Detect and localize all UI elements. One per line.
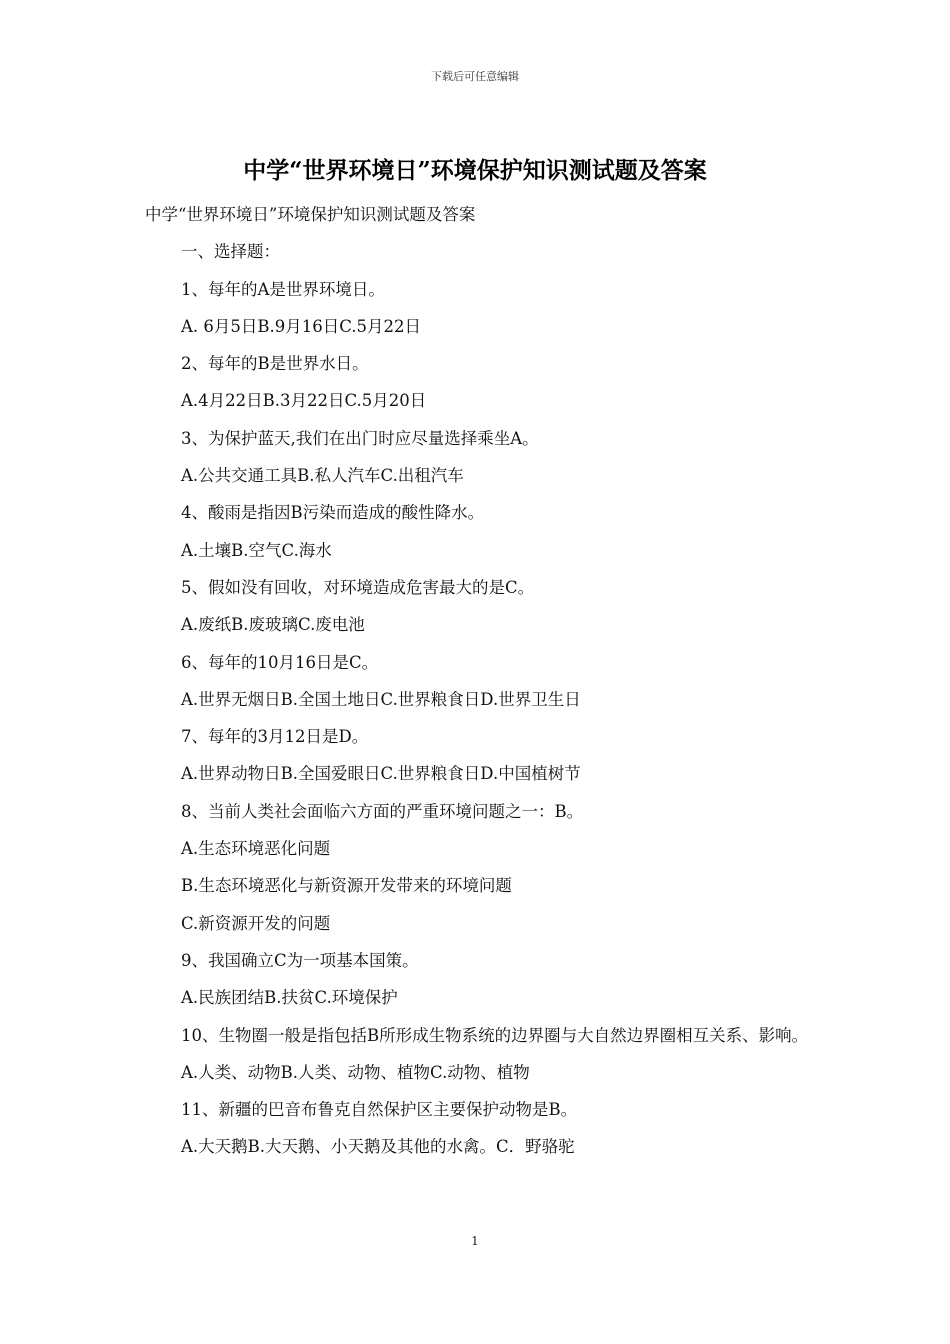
body-line: 5、假如没有回收，对环境造成危害最大的是C。: [181, 577, 535, 597]
body-line: A.公共交通工具B.私人汽车C.出租汽车: [181, 466, 464, 486]
body-line: A.废纸B.废玻璃C.废电池: [181, 615, 365, 635]
body-line: 2、每年的B是世界水日。: [181, 354, 369, 374]
body-line: C.新资源开发的问题: [181, 913, 331, 933]
body-line: A.人类、动物B.人类、动物、植物C.动物、植物: [181, 1062, 530, 1082]
body-line: A.4月22日B.3月22日C.5月20日: [181, 391, 427, 411]
body-line: 1、每年的A是世界环境日。: [181, 279, 385, 299]
body-line: 6、每年的10月16日是C。: [181, 652, 379, 672]
body-line: 11、新疆的巴音布鲁克自然保护区主要保护动物是B。: [181, 1100, 578, 1120]
document-body: [145, 196, 810, 1166]
document-title: 中学“世界环境日”环境保护知识测试题及答案: [243, 157, 707, 184]
body-line: A.生态环境恶化问题: [181, 839, 331, 859]
body-line: 中学“世界环境日”环境保护知识测试题及答案: [145, 205, 476, 224]
body-line: 9、我国确立C为一项基本国策。: [181, 950, 419, 970]
body-line: A. 6月5日B.9月16日C.5月22日: [181, 316, 422, 336]
body-line: 4、酸雨是指因B污染而造成的酸性降水。: [181, 503, 485, 523]
body-line: 7、每年的3月12日是D。: [181, 727, 369, 747]
body-line: A.民族团结B.扶贫C.环境保护: [181, 988, 398, 1008]
body-line: B.生态环境恶化与新资源开发带来的环境问题: [181, 876, 512, 896]
body-line: 一、选择题：: [181, 242, 280, 262]
body-line: A.世界无烟日B.全国土地日C.世界粮食日D.世界卫生日: [181, 689, 581, 709]
page-number: 1: [471, 1234, 479, 1248]
body-line: 8、当前人类社会面临六方面的严重环境问题之一：B。: [181, 801, 584, 821]
body-line: A.大天鹅B.大天鹅、小天鹅及其他的水禽。C．野骆驼: [181, 1137, 575, 1157]
body-line: 10、生物圈一般是指包括B所形成生物系统的边界圈与大自然边界圈相互关系、影响。: [181, 1025, 809, 1045]
body-line: 3、为保护蓝天,我们在出门时应尽量选择乘坐A。: [181, 428, 539, 448]
page-header-note: 下载后可任意编辑: [431, 70, 519, 83]
body-line: A.土壤B.空气C.海水: [181, 540, 332, 560]
body-line: A.世界动物日B.全国爱眼日C.世界粮食日D.中国植树节: [181, 764, 581, 784]
